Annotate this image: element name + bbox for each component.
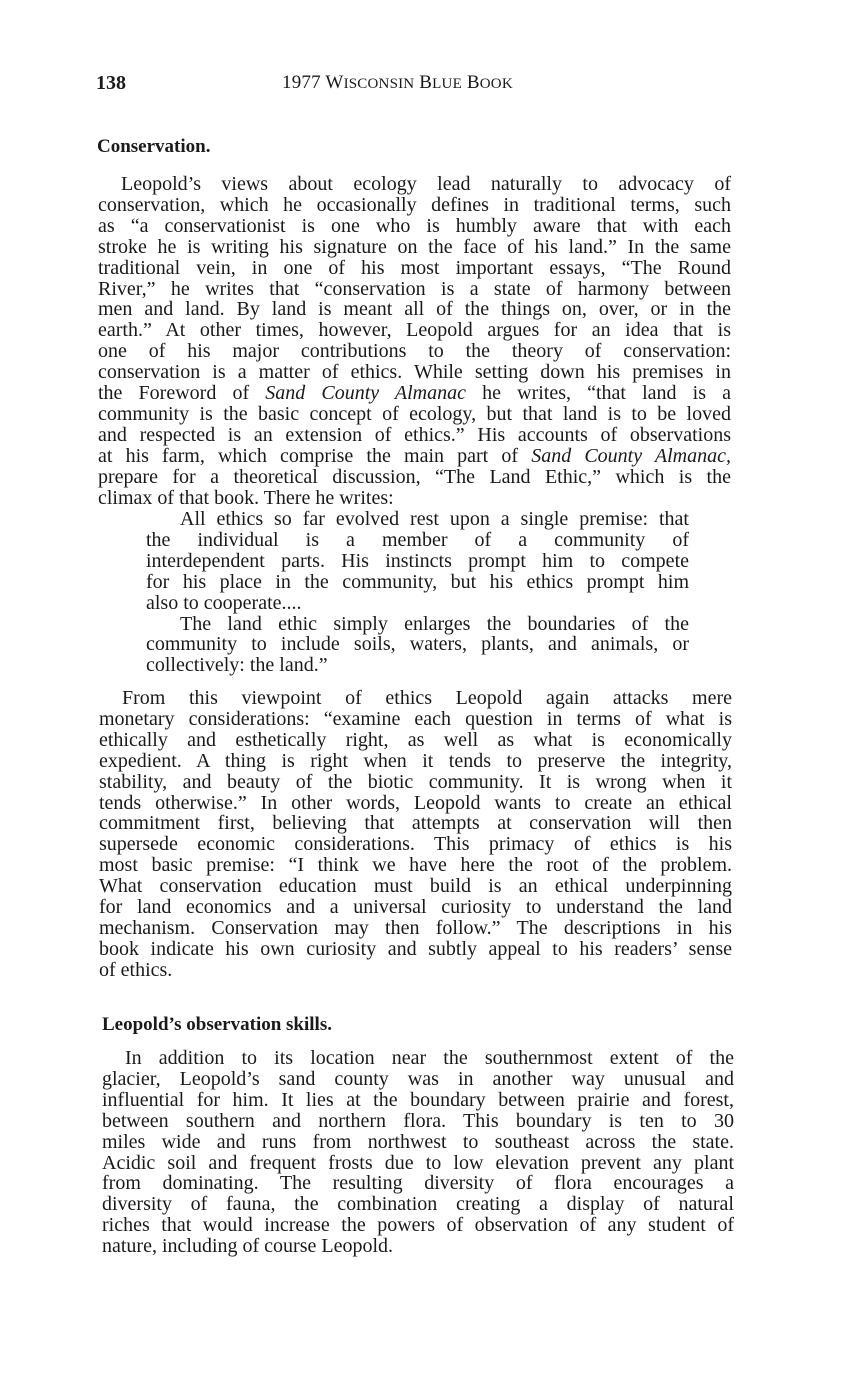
text-line: stability, and beauty of the biotic community. It is wrong when it (99, 770, 732, 793)
paragraph-conservation-intro (98, 174, 731, 509)
text-line: prepare for a theoretical discussion, “The Land Ethic,” which is the (98, 465, 731, 488)
text-line: book indicate his own curiosity and subtly appeal to his readers’ sense (99, 937, 732, 960)
title-b: B (414, 72, 433, 93)
title-ook: OOK (479, 76, 513, 92)
text-line: stroke he is writing his signature on the face of his land.” In the same (98, 235, 731, 258)
paragraph-observation (102, 1048, 734, 1257)
text-line: mechanism. Conservation may then follow.” The descriptions in his (99, 916, 732, 939)
quote-line: collectively: the land.” (146, 654, 328, 677)
text-line: expedient. A thing is right when it tends to preserve the integrity, (99, 749, 732, 772)
title-b2: B (461, 72, 480, 93)
text-line: of ethics. (99, 958, 173, 981)
text-line: conservation, which he occasionally defines in traditional terms, such (98, 193, 731, 216)
text-line: diversity of fauna, the combination creating a display of natural (102, 1193, 734, 1216)
text-run: the Foreword of (98, 382, 266, 405)
text-line: as “a conservationist is one who is humbly aware that with each (98, 214, 731, 237)
text-line: one of his major contributions to the theory of conservation: (98, 340, 731, 363)
text-line: Leopold’s views about ecology lead naturally to advocacy of (121, 173, 731, 195)
text-line: between southern and northern flora. This boundary is ten to 30 (102, 1109, 734, 1132)
title-w: W (325, 72, 344, 93)
text-line: climax of that book. There he writes: (98, 486, 394, 509)
text-line: conservation is a matter of ethics. While setting down his premises in (98, 361, 731, 384)
text-line: River,” he writes that “conservation is a state of harmony between (98, 277, 731, 300)
text-line: glacier, Leopold’s sand county was in another way unusual and (102, 1067, 734, 1090)
text-line: supersede economic considerations. This primacy of ethics is his (99, 833, 732, 856)
text-line: ethically and esthetically right, as well as what is economically (99, 728, 732, 751)
section-heading-conservation: Conservation. (97, 136, 211, 157)
text-line: from dominating. The resulting diversity of flora encourages a (102, 1172, 734, 1195)
text-line: From this viewpoint of ethics Leopold again attacks mere (122, 687, 732, 709)
quote-line: community to include soils, waters, plants, and animals, or (146, 633, 689, 656)
title-isconsin: ISCONSIN (343, 76, 415, 92)
text-line: What conservation education must build is an ethical underpinning (99, 875, 732, 898)
text-line: monetary considerations: “examine each question in terms of what is (99, 707, 732, 730)
quote-line: interdependent parts. His instincts prompt him to compete (146, 549, 689, 572)
text-line: riches that would increase the powers of observation of any student of (102, 1214, 734, 1237)
text-run: at his farm, which comprise the main part of (98, 444, 532, 467)
quote-line: The land ethic simply enlarges the boundaries of the (180, 612, 689, 635)
quote-line: for his place in the community, but his ethics prompt him (146, 570, 689, 593)
text-line (98, 383, 731, 404)
text-line: In addition to its location near the southernmost extent of the (125, 1047, 734, 1069)
text-line: commitment first, believing that attempts at conservation will then (99, 812, 732, 835)
quote-line: also to cooperate.... (146, 591, 302, 614)
text-line: influential for him. It lies at the boundary between prairie and forest, (102, 1088, 734, 1111)
text-line: community is the basic concept of ecology, but that land is to be loved (98, 402, 731, 425)
text-line: men and land. By land is meant all of the things on, over, or in the (98, 298, 731, 321)
paragraph-ethics (99, 688, 732, 981)
text-line: tends otherwise.” In other words, Leopold wants to create an ethical (99, 791, 732, 814)
text-line: nature, including of course Leopold. (102, 1235, 394, 1258)
text-run: he writes, “that land is a (466, 382, 732, 405)
title-year: 1977 (282, 72, 326, 93)
text-line: for land economics and a universal curiosity to understand the land (99, 896, 732, 919)
page-number: 138 (96, 72, 126, 94)
quote-line: the individual is a member of a community of (146, 528, 689, 551)
book-title-italic: Sand County Almanac, (531, 444, 731, 467)
block-quote (146, 509, 689, 676)
book-title-italic: Sand County Almanac (265, 382, 466, 405)
text-line: most basic premise: “I think we have here the root of the problem. (99, 854, 732, 877)
text-line: Acidic soil and frequent frosts due to low elevation prevent any plant (102, 1151, 734, 1174)
text-line: traditional vein, in one of his most important essays, “The Round (98, 256, 731, 279)
title-lue: LUE (432, 76, 462, 92)
section-heading-observation: Leopold’s observation skills. (102, 1014, 332, 1035)
running-head (96, 72, 736, 98)
text-line: earth.” At other times, however, Leopold argues for an idea that is (98, 319, 731, 342)
text-line (98, 446, 731, 467)
quote-line: All ethics so far evolved rest upon a single premise: that (180, 508, 689, 530)
text-line: and respected is an extension of ethics.” His accounts of observations (98, 423, 731, 446)
text-line: miles wide and runs from northwest to southeast across the state. (102, 1130, 734, 1153)
book-title (282, 72, 513, 94)
